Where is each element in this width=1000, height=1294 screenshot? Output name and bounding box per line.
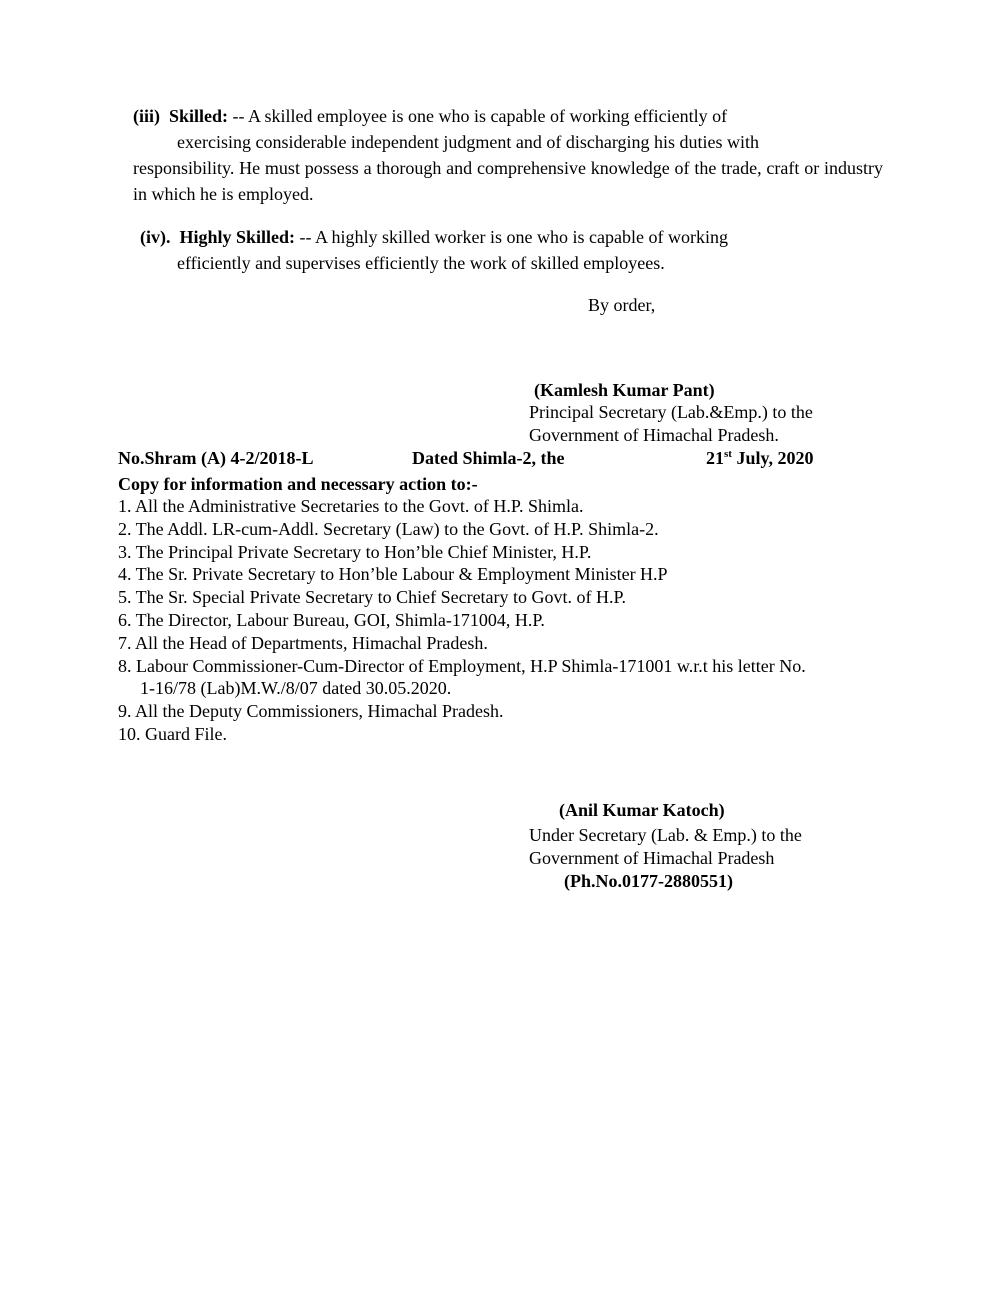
definition-term: Highly Skilled: [179, 227, 296, 247]
reference-day-suffix: st [724, 448, 732, 460]
list-item: 3. The Principal Private Secretary to Hon’ble Chief Minister, H.P. [118, 541, 592, 562]
definition-marker: (iv). [140, 227, 171, 247]
signatory-phone: (Ph.No.0177-2880551) [564, 871, 733, 891]
list-item: 6. The Director, Labour Bureau, GOI, Shimla-171004, H.P. [118, 609, 545, 630]
signatory-government: Government of Himachal Pradesh [529, 848, 775, 868]
copy-heading: Copy for information and necessary action to:- [118, 474, 478, 494]
list-item: 9. All the Deputy Commissioners, Himachal Pradesh. [118, 701, 504, 722]
definition-highly-skilled [140, 224, 883, 276]
definition-highly-skilled-line2: efficiently and supervises efficiently the work of skilled employees. [177, 253, 665, 273]
reference-month-year: July, 2020 [736, 448, 814, 468]
signatory-designation: Principal Secretary (Lab.&Emp.) to the [529, 402, 813, 422]
definition-skilled [133, 103, 883, 207]
reference-date [706, 445, 813, 471]
signatory-name: (Kamlesh Kumar Pant) [534, 380, 715, 400]
definition-text: exercising considerable independent judgment and of discharging his duties with [177, 132, 760, 152]
signatory-government: Government of Himachal Pradesh. [529, 425, 779, 445]
copy-list [118, 495, 908, 746]
list-item: 8. Labour Commissioner-Cum-Director of Employment, H.P Shimla-171001 w.r.t his letter No. [118, 655, 806, 676]
by-order: By order, [588, 295, 656, 315]
definition-skilled-rest: responsibility. He must possess a thorough and comprehensive knowledge of the trade, craft or industry in which he is employed. [133, 158, 883, 204]
list-item: 2. The Addl. LR-cum-Addl. Secretary (Law) to the Govt. of H.P. Shimla-2. [118, 518, 659, 539]
list-item: 1. All the Administrative Secretaries to the Govt. of H.P. Shimla. [118, 496, 584, 516]
definition-text: -- A skilled employee is one who is capable of working efficiently of [232, 106, 728, 126]
reference-dated: Dated Shimla-2, the [412, 448, 565, 468]
definition-highly-skilled-line1 [140, 224, 883, 250]
definition-term: Skilled: [169, 106, 229, 126]
signatory-designation: Under Secretary (Lab. & Emp.) to the [529, 825, 802, 845]
list-item: 4. The Sr. Private Secretary to Hon’ble Labour & Employment Minister H.P [118, 564, 668, 585]
definition-text: -- A highly skilled worker is one who is capable of working [299, 227, 728, 247]
list-item: 5. The Sr. Special Private Secretary to Chief Secretary to Govt. of H.P. [118, 587, 627, 608]
definition-skilled-line1 [133, 103, 883, 129]
list-item-continuation: 1-16/78 (Lab)M.W./8/07 dated 30.05.2020. [140, 678, 452, 699]
definition-marker: (iii) [133, 106, 160, 126]
reference-number: No.Shram (A) 4-2/2018-L [118, 448, 314, 468]
definition-skilled-line2 [133, 129, 883, 155]
reference-day: 21 [706, 448, 724, 468]
signatory-name: (Anil Kumar Katoch) [559, 800, 725, 820]
list-item: 10. Guard File. [118, 723, 227, 744]
list-item: 7. All the Head of Departments, Himachal Pradesh. [118, 632, 488, 653]
